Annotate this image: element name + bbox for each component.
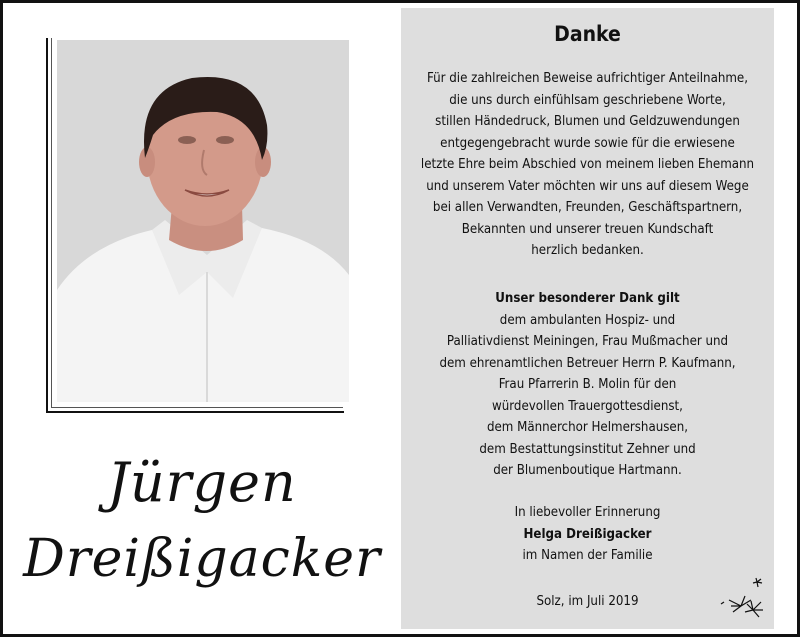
signer-name: Helga Dreißigacker — [523, 526, 652, 542]
portrait-illustration — [57, 40, 349, 402]
text-line: letzte Ehre beim Abschied von meinem lieben Ehemann — [420, 157, 755, 172]
text-line: und unserem Vater möchten wir uns auf diesem Wege — [426, 178, 749, 194]
text-line: dem ambulanten Hospiz- und — [499, 312, 676, 328]
text-line: Frau Pfarrerin B. Molin für den — [498, 377, 677, 392]
dandelion-seeds-icon — [717, 576, 767, 620]
text-line: Bekannten und unserer treuen Kundschaft — [461, 221, 714, 237]
deceased-first-name: Jürgen — [107, 451, 297, 514]
signer-note: im Namen der Familie — [522, 548, 653, 563]
thanks-panel — [401, 8, 774, 629]
deceased-last-name: Dreißigacker — [23, 529, 381, 589]
place-date: Solz, im Juli 2019 — [536, 594, 639, 609]
text-line: Palliativdienst Meiningen, Frau Mußmacher und — [446, 334, 729, 349]
text-line: stillen Händedruck, Blumen und Geldzuwendungen — [435, 114, 740, 129]
text-line: entgegengebracht wurde sowie für die erwiesene — [440, 135, 735, 151]
portrait-photo — [57, 40, 349, 402]
special-thanks-paragraph — [401, 288, 774, 482]
text-line: würdevollen Trauergottesdienst, — [492, 398, 683, 414]
text-line: herzlich bedanken. — [531, 243, 644, 258]
left-panel — [3, 3, 401, 634]
closing-line: In liebevoller Erinnerung — [514, 505, 661, 520]
closing-block — [401, 502, 774, 567]
text-line: der Blumenboutique Hartmann. — [493, 463, 682, 478]
thanks-title: Danke — [554, 22, 621, 46]
text-line: bei allen Verwandten, Freunden, Geschäftspartnern, — [432, 200, 743, 215]
special-thanks-heading: Unser besonderer Dank gilt — [495, 291, 680, 306]
text-line: dem ehrenamtlichen Betreuer Herrn P. Kaufmann, — [439, 355, 736, 371]
text-line: dem Bestattungsinstitut Zehner und — [479, 441, 696, 457]
text-line: die uns durch einfühlsam geschriebene Worte, — [449, 92, 726, 108]
text-line: Für die zahlreichen Beweise aufrichtiger Anteilnahme, — [426, 71, 748, 86]
thanks-paragraph — [401, 68, 774, 262]
text-line: dem Männerchor Helmershausen, — [486, 420, 689, 435]
